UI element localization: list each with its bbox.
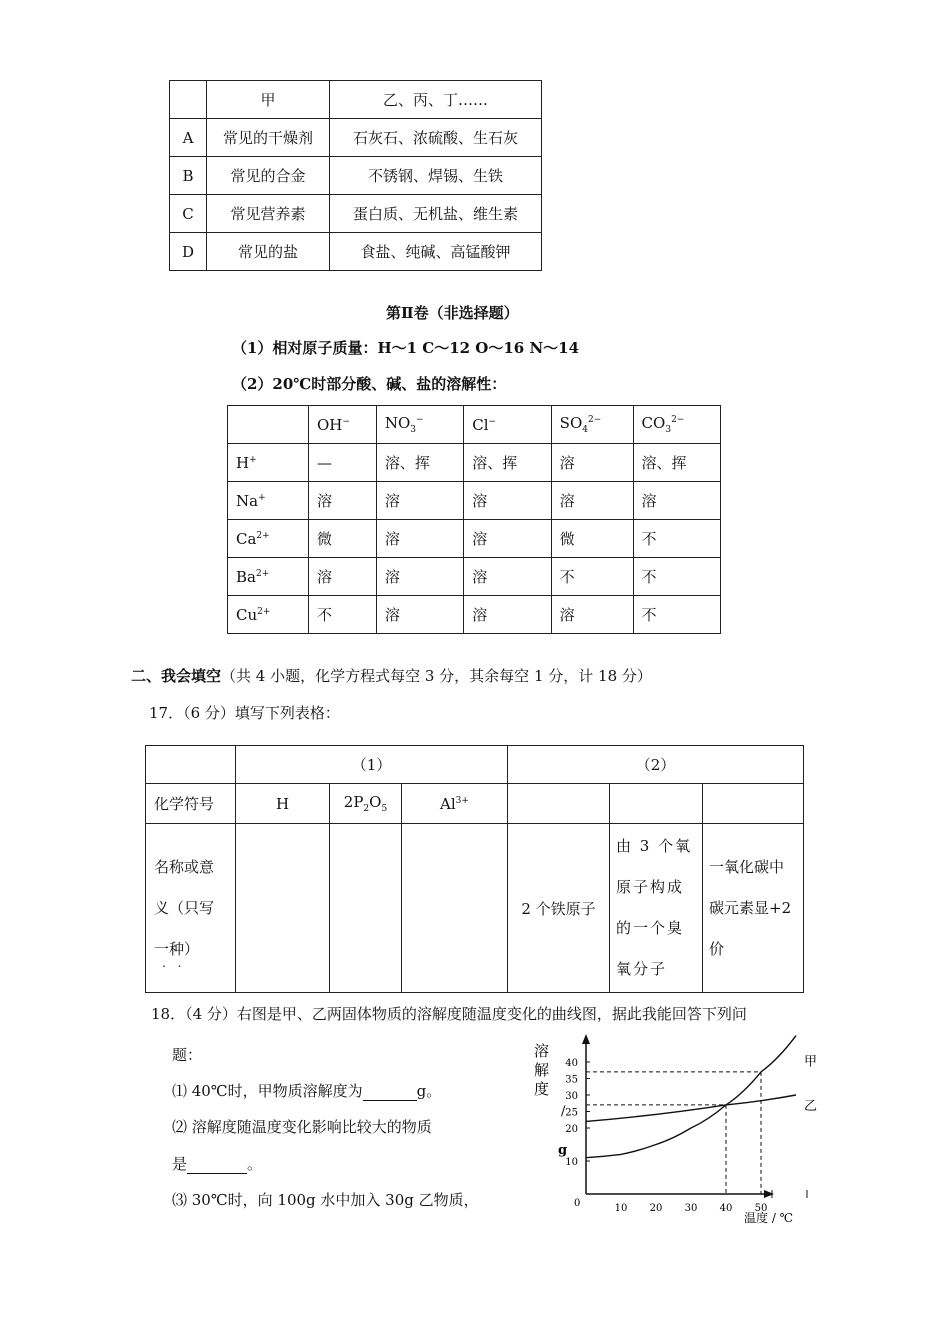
y-axis-label-char: 溶 [534, 1042, 550, 1060]
y-axis-arrow [582, 1034, 590, 1044]
y-axis-label-unit: g [558, 1143, 568, 1158]
y-axis-label-slash: / [561, 1104, 566, 1119]
table1-header-cell [170, 81, 207, 119]
solubility-cell: 溶、挥 [464, 444, 551, 482]
q17-answer-blank[interactable] [330, 824, 402, 993]
x-tick-label: 50 [754, 1203, 768, 1214]
anion-header: Cl− [464, 406, 551, 444]
q17-symbol-p2o5: $2P_2O_5$ [330, 784, 402, 824]
question-17: 17．（6 分）填写下列表格： [149, 704, 340, 722]
series-label: 乙 [804, 1099, 818, 1114]
q17-answer-blank[interactable] [703, 784, 804, 824]
series-line-jia [586, 1036, 796, 1158]
cation-label: H+ [228, 444, 309, 482]
x-axis-label: 温度 / ℃ [744, 1211, 794, 1225]
q18-sub2: ⑵ 溶解度随温度变化影响比较大的物质 [172, 1118, 432, 1136]
q17-answer-blank[interactable] [508, 784, 610, 824]
atomic-mass-note: （1）相对原子质量：H～1 C～12 O～16 N～14 [232, 339, 580, 357]
cation-label: Na+ [228, 482, 309, 520]
solubility-cell: 不 [309, 596, 377, 634]
section-title: 第Ⅱ卷（非选择题） [386, 304, 519, 322]
solubility-cell: 溶、挥 [633, 444, 720, 482]
x-tick-label: 10 [614, 1203, 628, 1214]
series-label: 甲 [804, 1054, 818, 1070]
y-tick-label: 40 [565, 1058, 578, 1069]
anion-header: $CO_3^{2-}$ [633, 406, 720, 444]
solubility-cell: 溶 [376, 558, 463, 596]
cation-label: $Cu^{2+}$ [228, 596, 309, 634]
q17-corner [146, 746, 236, 784]
table1-cell: 不锈钢、焊锡、生铁 [330, 157, 542, 195]
solubility-cell: 微 [309, 520, 377, 558]
table1-cell: 常见营养素 [207, 195, 330, 233]
table1-header-cell: 甲 [207, 81, 330, 119]
solubility-cell: 溶 [633, 482, 720, 520]
y-tick-label: 10 [565, 1157, 578, 1168]
solubility-cell: 溶 [464, 482, 551, 520]
anion-header: $SO_4^{2-}$ [551, 406, 633, 444]
anion-header: OH− [309, 406, 377, 444]
solubility-cell: 溶、挥 [376, 444, 463, 482]
part2-detail: （共 4 小题，化学方程式每空 3 分，其余每空 1 分，计 18 分） [221, 667, 652, 685]
q18-sub2-blank[interactable] [187, 1155, 247, 1174]
q17-symbol-h: H [236, 784, 330, 824]
table1-cell: 常见的盐 [207, 233, 330, 271]
solubility-cell: 不 [633, 558, 720, 596]
table1-header-cell: 乙、丙、丁…… [330, 81, 542, 119]
cation-label: $Ca^{2+}$ [228, 520, 309, 558]
origin-label: 0 [574, 1198, 581, 1209]
q17-meaning-fe: 2 个铁原子 [508, 824, 610, 993]
part2-title: 二、我会填空 [131, 667, 222, 685]
classification-table [169, 80, 542, 271]
table1-cell: B [170, 157, 207, 195]
table1-cell: 常见的合金 [207, 157, 330, 195]
q17-row-label-meaning: 名称或意 义（只写 一种） . . [146, 824, 236, 993]
table1-cell: 食盐、纯碱、高锰酸钾 [330, 233, 542, 271]
q18-sub1-blank[interactable] [363, 1082, 417, 1101]
table1-cell: A [170, 119, 207, 157]
q18-sub2-cont: 是 。 [172, 1155, 263, 1173]
y-tick-label: 20 [565, 1124, 578, 1135]
part2-heading [131, 665, 652, 686]
y-tick-label: 35 [565, 1074, 578, 1086]
q18-sub1: ⑴ 40℃时，甲物质溶解度为 g。 [172, 1082, 442, 1100]
solubility-cell: 不 [633, 520, 720, 558]
solubility-cell: 溶 [464, 520, 551, 558]
table1-cell: 蛋白质、无机盐、维生素 [330, 195, 542, 233]
y-axis-label-char: 解 [534, 1061, 550, 1079]
q17-group1-header: （1） [236, 746, 508, 784]
corner-cell [228, 406, 309, 444]
x-tick-label: 30 [684, 1203, 698, 1214]
solubility-cell: 溶 [376, 482, 463, 520]
q17-row-label-symbol: 化学符号 [146, 784, 236, 824]
solubility-cell: 溶 [376, 520, 463, 558]
y-tick-label: 30 [565, 1091, 578, 1102]
q17-answer-blank[interactable] [402, 824, 508, 993]
solubility-cell: — [309, 444, 377, 482]
solubility-cell: 溶 [551, 482, 633, 520]
solubility-cell: 不 [633, 596, 720, 634]
table1-cell: D [170, 233, 207, 271]
question-18-intro: 18．（4 分）右图是甲、乙两固体物质的溶解度随温度变化的曲线图，据此我能回答下列问 [151, 1005, 747, 1023]
y-tick-label: 25 [565, 1107, 578, 1119]
solubility-cell: 溶 [376, 596, 463, 634]
cation-label: $Ba^{2+}$ [228, 558, 309, 596]
table1-cell: 常见的干燥剂 [207, 119, 330, 157]
solubility-cell: 溶 [464, 596, 551, 634]
solubility-cell: 溶 [309, 482, 377, 520]
table1-cell: C [170, 195, 207, 233]
solubility-curve-chart [520, 1030, 820, 1230]
emphasis-dots: . . [162, 955, 186, 970]
q17-answer-blank[interactable] [610, 784, 703, 824]
x-tick-label: 40 [719, 1203, 733, 1214]
q17-table [145, 745, 804, 993]
solubility-cell: 不 [551, 558, 633, 596]
solubility-cell: 溶 [309, 558, 377, 596]
q17-group2-header: （2） [508, 746, 804, 784]
solubility-note: （2）20℃时部分酸、碱、盐的溶解性： [232, 375, 507, 393]
solubility-cell: 溶 [551, 596, 633, 634]
q17-answer-blank[interactable] [236, 824, 330, 993]
y-axis-label-char: 度 [534, 1080, 550, 1098]
solubility-cell: 溶 [551, 444, 633, 482]
solubility-table [227, 405, 721, 634]
table1-cell: 石灰石、浓硫酸、生石灰 [330, 119, 542, 157]
q17-symbol-al: $Al^{3+}$ [402, 784, 508, 824]
anion-header: $NO_3^-$ [376, 406, 463, 444]
series-line-yi [586, 1095, 796, 1121]
x-tick-label: 20 [649, 1203, 663, 1214]
question-18-intro-cont: 题： [172, 1046, 203, 1064]
solubility-cell: 微 [551, 520, 633, 558]
q17-meaning-o3: 由 3 个氧 原子构成 的一个臭 氧分子 [610, 824, 703, 993]
solubility-cell: 溶 [464, 558, 551, 596]
q18-sub3: ⑶ 30℃时，向 100g 水中加入 30g 乙物质， [172, 1191, 479, 1209]
q17-meaning-co: 一氧化碳中 碳元素显+2 价 [703, 824, 804, 993]
